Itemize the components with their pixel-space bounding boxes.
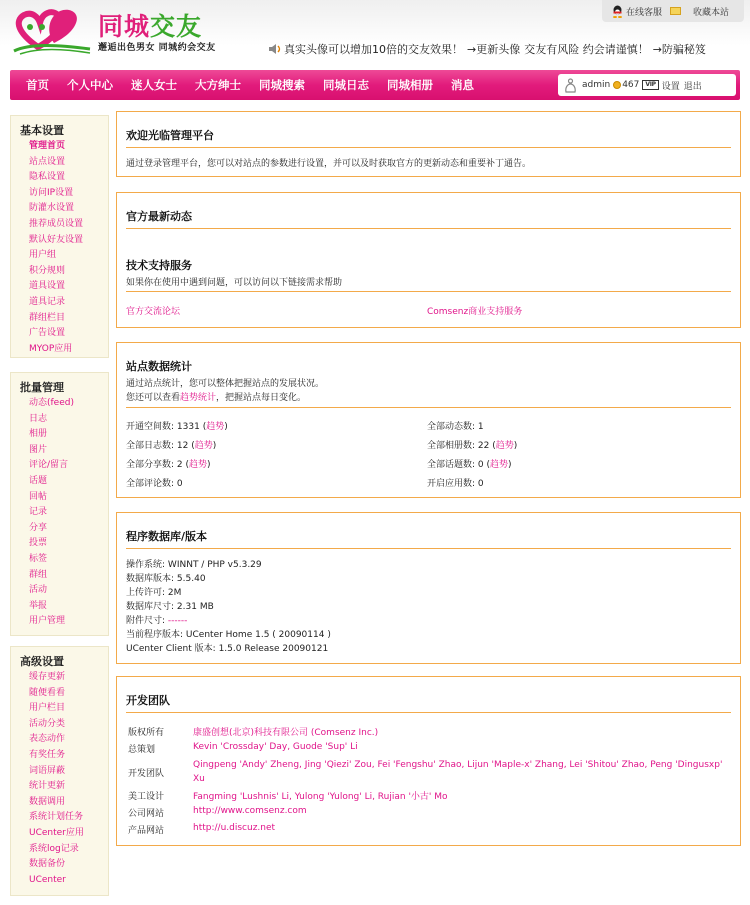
version-attachment-size: 附件尺寸: ------: [126, 616, 188, 626]
divider: [126, 548, 731, 549]
official-news-panel: [116, 192, 741, 328]
nav-messages[interactable]: 消息: [451, 78, 474, 92]
sidebar-item-replies[interactable]: 回帖: [29, 491, 48, 502]
stat-topics: 全部话题数: 0 (趋势): [427, 460, 512, 470]
team-label: 版权所有: [128, 728, 165, 738]
product-website-link[interactable]: http://u.discuz.net: [193, 823, 276, 833]
sidebar-item-data-calls[interactable]: 数据调用: [29, 796, 66, 807]
copyright-link[interactable]: 康盛创想(北京)科技有限公司 (Comsenz Inc.): [193, 728, 379, 738]
settings-link[interactable]: 设置: [661, 81, 680, 92]
sidebar-item-anti-spam[interactable]: 防灌水设置: [29, 203, 75, 214]
nav-ladies[interactable]: 迷人女士: [131, 78, 177, 92]
folder-icon: [670, 7, 681, 15]
sidebar-group-title: 批量管理: [20, 381, 64, 394]
sidebar-item-cache-update[interactable]: 缓存更新: [29, 672, 66, 682]
news-title: 官方最新动态: [126, 210, 192, 223]
support-text: 如果你在使用中遇到问题，可以访问以下链接需求帮助: [126, 278, 343, 288]
sidebar-item-privacy-settings[interactable]: 隐私设置: [29, 172, 66, 183]
speaker-icon: [268, 44, 282, 54]
sidebar-group-batch-management: [10, 372, 109, 636]
team-label: 产品网站: [128, 826, 165, 836]
nav-gentlemen[interactable]: 大方绅士: [195, 78, 241, 92]
version-title: 程序数据库/版本: [126, 530, 208, 543]
stat-spaces: 开通空间数: 1331 (趋势): [126, 422, 228, 432]
site-header: [0, 0, 750, 70]
trend-link[interactable]: 趋势: [206, 422, 225, 432]
notice-text-2: 交友有风险 约会请谨慎！: [524, 43, 649, 56]
team-label: 公司网站: [128, 809, 165, 819]
team-label: 美工设计: [128, 792, 165, 802]
sidebar-item-albums[interactable]: 相册: [29, 429, 48, 440]
sidebar-item-myop-apps[interactable]: MYOP应用: [29, 343, 73, 354]
stat-comments: 全部评论数: 0: [126, 479, 183, 489]
site-stats-panel: [116, 342, 741, 498]
version-db: 数据库版本: 5.5.40: [126, 574, 206, 584]
sidebar-item-site-settings[interactable]: 站点设置: [29, 156, 66, 167]
stat-feeds: 全部动态数: 1: [427, 422, 484, 432]
sidebar-group-advanced-settings: [10, 646, 109, 896]
nav-city-search[interactable]: 同城搜索: [259, 78, 305, 92]
sidebar-item-props-log[interactable]: 道具记录: [29, 296, 66, 307]
sidebar-item-word-filter[interactable]: 词语屏蔽: [29, 765, 66, 776]
stats-desc-2: 您还可以查看趋势统计，把握站点每日变化。: [126, 393, 307, 403]
anti-fraud-link[interactable]: →防骗秘笈: [652, 43, 706, 56]
sidebar-item-records[interactable]: 记录: [29, 507, 48, 518]
customer-service-link[interactable]: 在线客服: [626, 7, 663, 18]
divider: [126, 228, 731, 229]
sidebar-item-data-backup[interactable]: 数据备份: [29, 859, 66, 870]
team-value: Qingpeng 'Andy' Zheng, Jing 'Qiezi' Zou, Fei 'Fengshu' Zhao, Lijun 'Maple-x' Zhang, Lei 'Shitou' Zhao, Peng 'Dingusxp' Xu: [193, 760, 723, 784]
trend-stats-link[interactable]: 趋势统计: [180, 393, 217, 403]
divider: [126, 291, 731, 292]
trend-link[interactable]: 趋势: [495, 441, 514, 451]
sidebar-item-reward-tasks[interactable]: 有奖任务: [29, 749, 66, 760]
sidebar-group-title: 基本设置: [20, 124, 64, 137]
trend-link[interactable]: 趋势: [189, 460, 208, 470]
team-label: 总策划: [128, 745, 156, 755]
sidebar-item-recommended-members[interactable]: 推荐成员设置: [29, 218, 84, 229]
nav-city-blog[interactable]: 同城日志: [323, 78, 369, 92]
coin-count: 467: [622, 80, 640, 90]
sidebar-item-reports[interactable]: 举报: [29, 600, 48, 611]
welcome-title: 欢迎光临管理平台: [126, 129, 214, 142]
stat-blogs: 全部日志数: 12 (趋势): [126, 441, 217, 451]
version-os: 操作系统: WINNT / PHP v5.3.29: [126, 560, 262, 570]
bookmark-site-link[interactable]: 收藏本站: [693, 7, 730, 18]
sidebar-item-cron-tasks[interactable]: 系统计划任务: [29, 812, 84, 823]
sidebar-group-basic-settings: [10, 115, 109, 358]
sidebar-item-user-columns[interactable]: 用户栏目: [29, 703, 66, 714]
hearts-logo-icon: [10, 3, 95, 55]
version-db-size: 数据库尺寸: 2.31 MB: [126, 602, 214, 612]
divider: [126, 147, 731, 148]
sidebar-item-blogs[interactable]: 日志: [29, 413, 48, 424]
sidebar-item-comments[interactable]: 评论/留言: [29, 460, 69, 471]
version-panel: [116, 512, 741, 664]
sidebar-item-pictures[interactable]: 图片: [29, 444, 48, 455]
sidebar-item-default-friends[interactable]: 默认好友设置: [29, 234, 84, 245]
coin-icon: [613, 81, 621, 89]
sidebar-item-reaction-actions[interactable]: 表态动作: [29, 734, 66, 745]
sidebar-item-user-management[interactable]: 用户管理: [29, 616, 66, 627]
support-title: 技术支持服务: [126, 259, 192, 272]
official-forum-link[interactable]: 官方交流论坛: [126, 307, 181, 317]
user-panel: [558, 74, 736, 96]
sidebar-item-tags[interactable]: 标签: [29, 553, 48, 564]
version-uc-client: UCenter Client 版本: 1.5.0 Release 20090121: [126, 644, 329, 654]
team-value: Fangming 'Lushnis' Li, Yulong 'Yulong' Li, Rujian '小古' Mo: [193, 792, 448, 802]
sidebar-item-credit-rules[interactable]: 积分规则: [29, 265, 66, 276]
divider: [126, 407, 731, 408]
sidebar-item-groups[interactable]: 群组: [29, 569, 48, 580]
sidebar-item-polls[interactable]: 投票: [29, 538, 48, 549]
stat-albums: 全部相册数: 22 (趋势): [427, 441, 518, 451]
notice-bar: [268, 41, 710, 57]
update-avatar-link[interactable]: →更新头像: [467, 43, 521, 56]
trend-link[interactable]: 趋势: [490, 460, 509, 470]
stat-shares: 全部分享数: 2 (趋势): [126, 460, 211, 470]
company-website-link[interactable]: http://www.comsenz.com: [193, 806, 307, 816]
trend-link[interactable]: 趋势: [194, 441, 213, 451]
commercial-support-link[interactable]: Comsenz商业支持服务: [427, 307, 523, 317]
sidebar-item-admin-home[interactable]: 管理首页: [29, 141, 66, 151]
team-value: Kevin 'Crossday' Day, Guode 'Sup' Li: [193, 742, 358, 752]
sidebar-item-group-columns[interactable]: 群组栏目: [29, 312, 66, 323]
nav-home[interactable]: 首页: [26, 78, 49, 92]
sidebar-group-title: 高级设置: [20, 655, 64, 668]
sidebar-item-ucenter-apps[interactable]: UCenter应用: [29, 827, 84, 838]
sidebar-item-ad-settings[interactable]: 广告设置: [29, 328, 66, 339]
vip-badge: VIP: [642, 80, 658, 90]
version-upload: 上传许可: 2M: [126, 588, 182, 598]
team-label: 开发团队: [128, 769, 165, 779]
sidebar-item-browse-random[interactable]: 随便看看: [29, 687, 66, 698]
username-link[interactable]: admin: [582, 80, 611, 90]
sidebar-item-events[interactable]: 活动: [29, 585, 48, 596]
dev-team-panel: [116, 676, 741, 846]
nav-city-album[interactable]: 同城相册: [387, 78, 433, 92]
stats-desc-1: 通过站点统计，您可以整体把握站点的发展状况。: [126, 379, 325, 389]
sidebar-item-user-groups[interactable]: 用户组: [29, 250, 57, 261]
team-title: 开发团队: [126, 694, 170, 707]
sidebar-item-shares[interactable]: 分享: [29, 522, 48, 533]
stat-apps: 开启应用数: 0: [427, 479, 484, 489]
sidebar-item-event-categories[interactable]: 活动分类: [29, 718, 66, 729]
welcome-text: 通过登录管理平台，您可以对站点的参数进行设置，并可以及时获取官方的更新动态和重要补丁通告。: [126, 159, 532, 169]
sidebar-item-system-log[interactable]: 系统log记录: [29, 843, 79, 854]
site-logo[interactable]: [10, 3, 225, 55]
sidebar-item-topics[interactable]: 话题: [29, 475, 48, 486]
sidebar-item-feed[interactable]: 动态(feed): [29, 398, 74, 408]
sidebar-item-props-settings[interactable]: 道具设置: [29, 281, 66, 292]
main-nav: [10, 70, 740, 100]
top-utility-bar: [602, 0, 744, 22]
nav-personal-center[interactable]: 个人中心: [67, 78, 113, 92]
user-avatar-icon: [564, 78, 577, 93]
sidebar-item-ucenter[interactable]: UCenter: [29, 874, 66, 885]
welcome-panel: [116, 111, 741, 177]
divider: [126, 712, 731, 713]
stats-title: 站点数据统计: [126, 360, 192, 373]
logout-link[interactable]: 退出: [683, 81, 702, 92]
logo-title: 同城交友: [98, 12, 203, 41]
notice-text-1: 真实头像可以增加10倍的交友效果！: [284, 43, 463, 56]
sidebar-item-ip-settings[interactable]: 访问IP设置: [29, 187, 74, 198]
sidebar-item-stats-update[interactable]: 统计更新: [29, 781, 66, 792]
version-program: 当前程序版本: UCenter Home 1.5 ( 20090114 ): [126, 630, 331, 640]
qq-penguin-icon: [612, 5, 623, 18]
logo-slogan: 邂逅出色男女 同城约会交友: [98, 43, 216, 53]
